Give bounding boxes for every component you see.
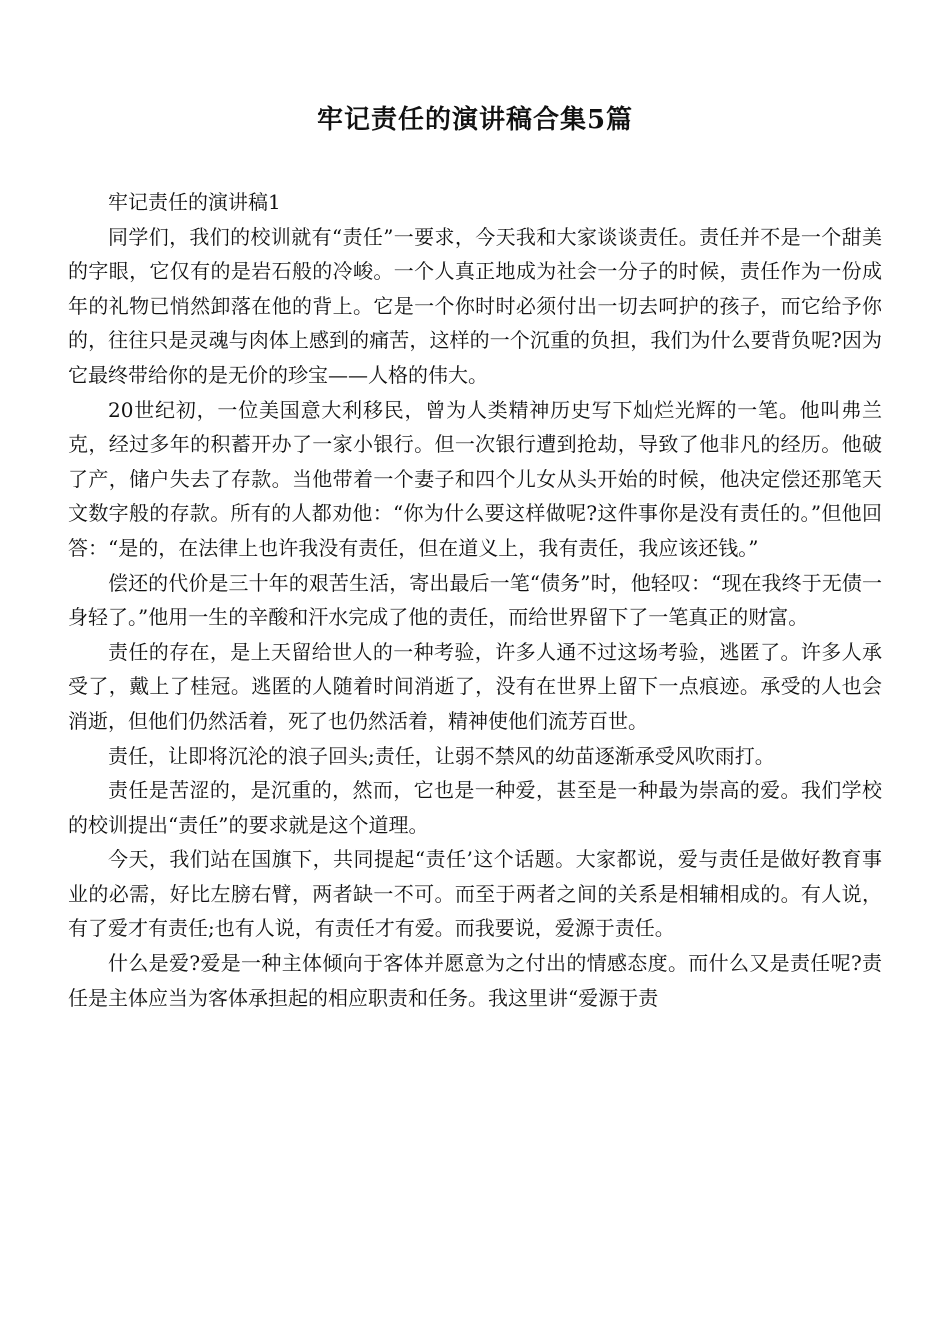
- document-title: 牢记责任的演讲稿合集5篇: [316, 105, 634, 135]
- paragraph: 同学们，我们的校训就有“责任”一要求，今天我和大家谈谈责任。责任并不是一个甜美的字眼，它仅有的是岩石般的冷峻。一个人真正地成为社会一分子的时候，责任作为一份成年的礼物已悄然卸落在他的背上。它是一个你时时必须付出一切去呵护的孩子，而它给予你的，往往只是灵魂与肉体上感到的痛苦，这样的一个沉重的负担，我们为什么要背负呢?因为它最终带给你的是无价的珍宝——人格的伟大。: [68, 224, 882, 387]
- paragraph: 20世纪初，一位美国意大利移民，曾为人类精神历史写下灿烂光辉的一笔。他叫弗兰克，经过多年的积蓄开办了一家小银行。但一次银行遭到抢劫，导致了他非凡的经历。他破了产，储户失去了存款。当他带着一个妻子和四个儿女从头开始的时候，他决定偿还那笔天文数字般的存款。所有的人都劝他：“你为什么要这样做呢?这件事你是没有责任的。”但他回答：“是的，在法律上也许我没有责任，但在道义上，我有责任，我应该还钱。”: [68, 397, 882, 560]
- paragraph: 责任，让即将沉沦的浪子回头;责任，让弱不禁风的幼苗逐渐承受风吹雨打。: [108, 743, 775, 768]
- paragraph: 责任是苦涩的，是沉重的，然而，它也是一种爱，甚至是一种最为崇高的爱。我们学校的校训提出“责任”的要求就是这个道理。: [68, 778, 882, 837]
- document-body: [68, 185, 882, 1015]
- paragraph: 什么是爱?爱是一种主体倾向于客体并愿意为之付出的情感态度。而什么又是责任呢?责任是主体应当为客体承担起的相应职责和任务。我这里讲“爱源于责: [68, 951, 882, 1010]
- section-heading: 牢记责任的演讲稿1: [108, 190, 281, 214]
- paragraph: 偿还的代价是三十年的艰苦生活，寄出最后一笔“债务”时，他轻叹：“现在我终于无债一身轻了。”他用一生的辛酸和汗水完成了他的责任，而给世界留下了一笔真正的财富。: [68, 570, 882, 630]
- paragraph: 今天，我们站在国旗下，共同提起“责任’这个话题。大家都说，爱与责任是做好教育事业的必需，好比左膀右臂，两者缺一不可。而至于两者之间的关系是相辅相成的。有人说，有了爱才有责任;也有人说，有责任才有爱。而我要说，爱源于责任。: [68, 847, 882, 941]
- paragraph: 责任的存在，是上天留给世人的一种考验，许多人通不过这场考验，逃匿了。许多人承受了，戴上了桂冠。逃匿的人随着时间消逝了，没有在世界上留下一点痕迹。承受的人也会消逝，但他们仍然活着，死了也仍然活着，精神使他们流芳百世。: [68, 639, 882, 733]
